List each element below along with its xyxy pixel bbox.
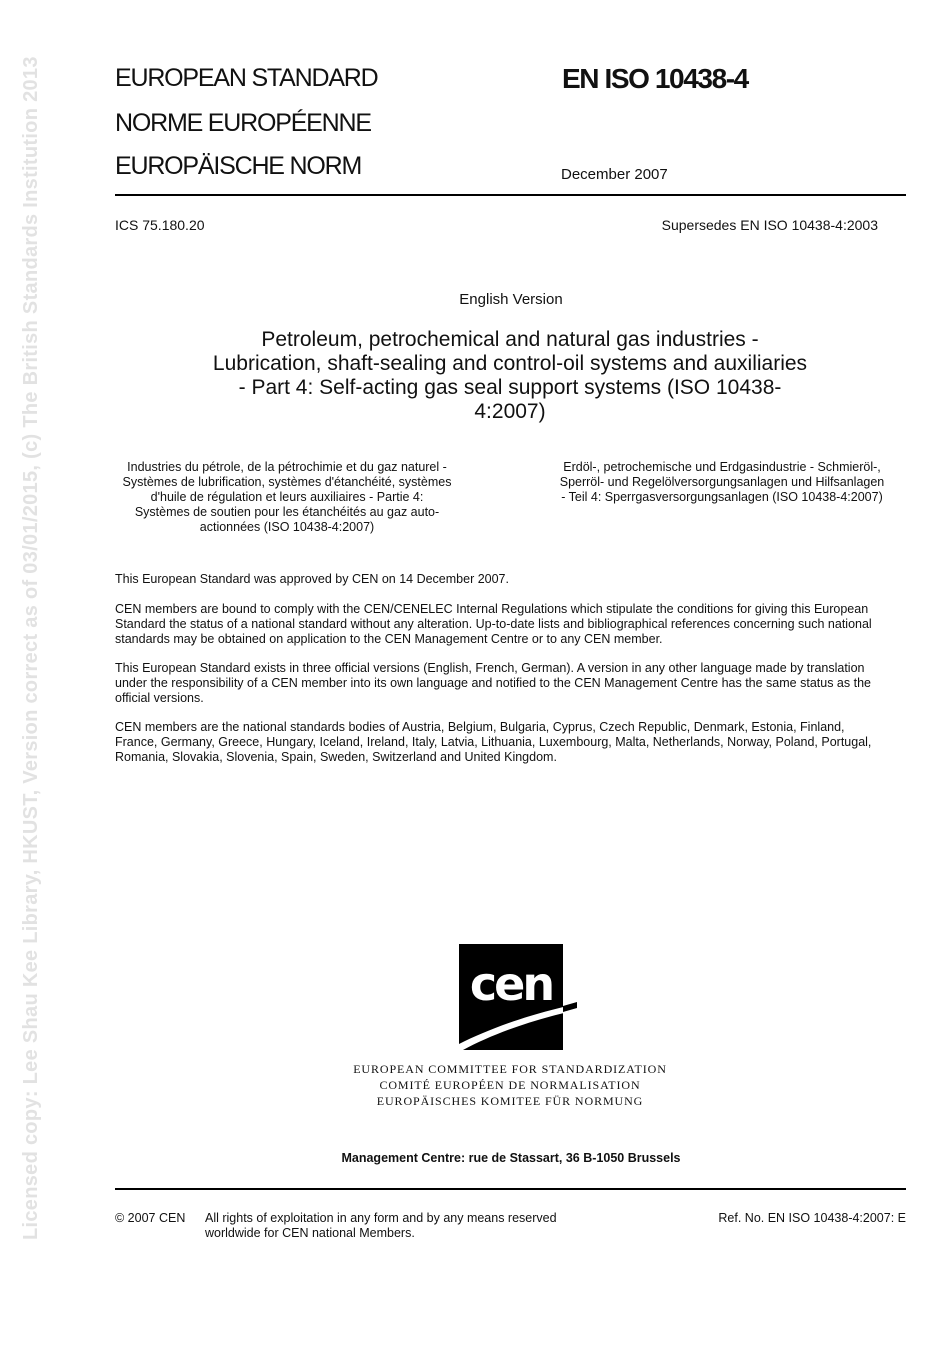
header-divider xyxy=(115,194,906,196)
paragraph-line: official versions. xyxy=(115,691,204,705)
version-label: English Version xyxy=(459,291,563,308)
rights-line: worldwide for CEN national Members. xyxy=(205,1226,415,1240)
license-watermark: Licensed copy: Lee Shau Kee Library, HKUST, Version correct as of 03/01/2015, (c) The British Standards Institution 2013 xyxy=(20,56,42,1240)
paragraph-line: Romania, Slovakia, Slovenia, Spain, Sweden, Switzerland and United Kingdom. xyxy=(115,750,557,764)
title-fr-line: Systèmes de soutien pour les étanchéités au gaz auto- xyxy=(134,505,440,519)
paragraph-line: standards may be obtained on application to the CEN Management Centre or to any CEN member. xyxy=(115,632,663,646)
cen-name-en: EUROPEAN COMMITTEE FOR STANDARDIZATION xyxy=(353,1062,667,1076)
title-fr-line: d'huile de régulation et leurs auxiliaires - Partie 4: xyxy=(150,490,424,504)
approval-paragraph xyxy=(115,572,910,587)
footer-divider xyxy=(115,1188,906,1190)
cen-name-de: EUROPÄISCHES KOMITEE FÜR NORMUNG xyxy=(376,1094,644,1108)
document-title xyxy=(185,328,835,424)
standard-title-de: EUROPÄISCHE NORM xyxy=(115,152,362,180)
rights-statement xyxy=(205,1211,557,1241)
paragraph-line: France, Germany, Greece, Hungary, Iceland, Ireland, Italy, Latvia, Lithuania, Luxembourg, Malta, Netherlands, Norway, Poland, Portugal, xyxy=(115,735,872,749)
title-de-line: Sperröl- und Regelölversorgungsanlagen und Hilfsanlagen xyxy=(559,475,885,489)
title-german xyxy=(538,460,906,505)
standard-title-fr: NORME EUROPÉENNE xyxy=(115,109,371,137)
paragraph-line: This European Standard was approved by CEN on 14 December 2007. xyxy=(115,572,509,586)
title-de-line: - Teil 4: Sperrgasversorgungsanlagen (ISO 10438-4:2007) xyxy=(561,490,883,504)
cen-name-fr: COMITÉ EUROPÉEN DE NORMALISATION xyxy=(379,1078,641,1092)
document-number: EN ISO 10438-4 xyxy=(562,63,748,94)
copyright: © 2007 CEN xyxy=(115,1211,186,1225)
title-de-line: Erdöl-, petrochemische und Erdgasindustrie - Schmieröl-, xyxy=(563,460,881,474)
title-line: - Part 4: Self-acting gas seal support systems (ISO 10438- xyxy=(238,376,782,399)
reference-number: Ref. No. EN ISO 10438-4:2007: E xyxy=(718,1211,906,1225)
versions-paragraph xyxy=(115,661,910,706)
title-fr-line: actionnées (ISO 10438-4:2007) xyxy=(199,520,375,534)
members-paragraph xyxy=(115,720,910,765)
rights-line: All rights of exploitation in any form and by any means reserved xyxy=(205,1211,557,1225)
ics-code: ICS 75.180.20 xyxy=(115,217,205,233)
management-centre-address: Management Centre: rue de Stassart, 36 B-1050 Brussels xyxy=(341,1151,681,1165)
paragraph-line: This European Standard exists in three official versions (English, French, German). A version in any other language made by translation xyxy=(115,661,865,675)
publication-date: December 2007 xyxy=(561,166,668,183)
title-line: 4:2007) xyxy=(474,400,546,423)
cen-logo xyxy=(459,944,577,1050)
cen-logo-text: cen xyxy=(469,957,553,1011)
paragraph-line: CEN members are bound to comply with the CEN/CENELEC Internal Regulations which stipulate the conditions for giving this European xyxy=(115,602,869,616)
supersedes-note: Supersedes EN ISO 10438-4:2003 xyxy=(661,217,878,233)
title-fr-line: Systèmes de lubrification, systèmes d'étanchéité, systèmes xyxy=(122,475,452,489)
paragraph-line: Standard the status of a national standard without any alteration. Up-to-date lists and bibliographical references concerning such national xyxy=(115,617,872,631)
standard-title-en: EUROPEAN STANDARD xyxy=(115,64,378,92)
title-french xyxy=(112,460,462,535)
title-line: Petroleum, petrochemical and natural gas industries - xyxy=(261,328,759,351)
paragraph-line: under the responsibility of a CEN member into its own language and notified to the CEN Management Centre has the same status as the xyxy=(115,676,871,690)
title-line: Lubrication, shaft-sealing and control-oil systems and auxiliaries xyxy=(212,352,808,375)
title-fr-line: Industries du pétrole, de la pétrochimie et du gaz naturel - xyxy=(127,460,447,474)
paragraph-line: CEN members are the national standards bodies of Austria, Belgium, Bulgaria, Cyprus, Czech Republic, Denmark, Estonia, Finland, xyxy=(115,720,845,734)
compliance-paragraph xyxy=(115,602,910,647)
